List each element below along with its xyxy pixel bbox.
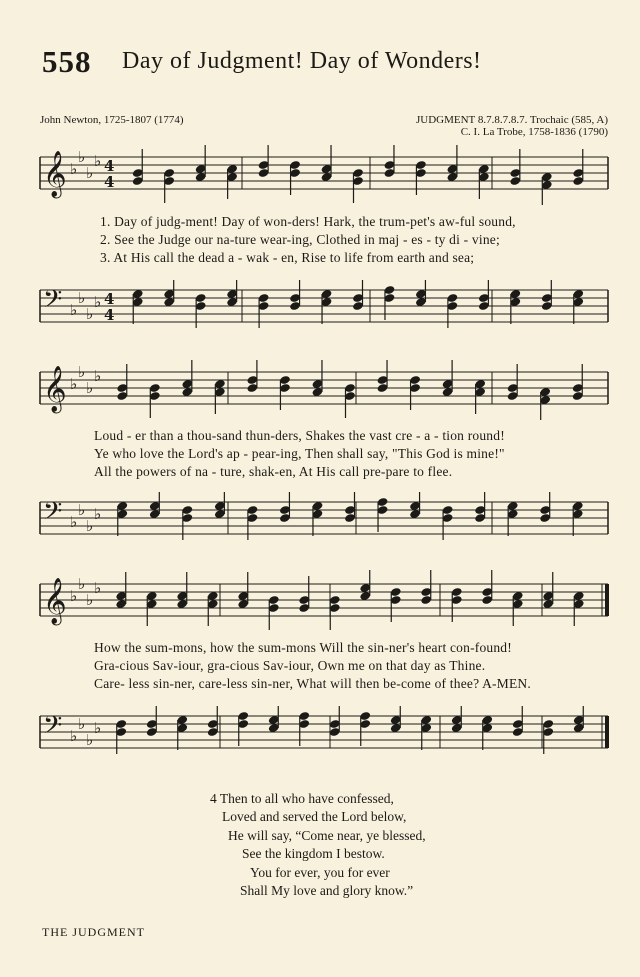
flat-icon: ♭	[78, 575, 86, 593]
flat-icon: ♭	[86, 379, 94, 397]
lyric-line: Care- less sin-ner, care-less sin-ner, What will then be-come of thee? A-MEN.	[94, 676, 531, 691]
flat-icon: ♭	[86, 164, 94, 182]
verse-4	[210, 790, 426, 900]
flat-icon: ♭	[94, 152, 102, 170]
verse-line: See the kingdom I bestow.	[242, 846, 385, 862]
hymn-title: Day of Judgment! Day of Wonders!	[122, 48, 482, 74]
lyric-line: 1. Day of judg-ment! Day of won-ders! Hark, the trum-pet's aw-ful sound,	[100, 214, 516, 229]
lyric-line: Gra-cious Sav-iour, gra-cious Sav-iour, Own me on that day as Thine.	[94, 658, 486, 673]
bass-staff-1	[0, 280, 640, 340]
flat-icon: ♭	[86, 305, 94, 323]
lyric-line: 2. See the Judge our na-ture wear-ing, Clothed in maj - es - ty di - vine;	[100, 232, 500, 247]
lyric-line: How the sum-mons, how the sum-mons Will the sin-ner's heart con-found!	[94, 640, 512, 655]
flat-icon: ♭	[94, 367, 102, 385]
flat-icon: ♭	[70, 375, 78, 393]
flat-icon: ♭	[86, 591, 94, 609]
treble-clef-icon: 𝄞	[43, 366, 67, 412]
time-signature: 4	[104, 306, 115, 324]
flat-icon: ♭	[70, 727, 78, 745]
bass-clef-icon: 𝄢	[43, 711, 63, 746]
verse-line: 4 Then to all who have confessed,	[210, 791, 394, 806]
treble-staff-3	[0, 570, 640, 640]
flat-icon: ♭	[70, 160, 78, 178]
bass-staff-2	[0, 492, 640, 552]
treble-clef-icon: 𝄞	[43, 578, 67, 624]
verse-line: You for ever, you for ever	[250, 864, 390, 880]
treble-clef-icon: 𝄞	[43, 151, 67, 197]
flat-icon: ♭	[70, 587, 78, 605]
time-signature: 4	[104, 157, 115, 175]
flat-icon: ♭	[78, 715, 86, 733]
section-footer: THE JUDGMENT	[42, 925, 145, 939]
flat-icon: ♭	[78, 148, 86, 166]
flat-icon: ♭	[94, 505, 102, 523]
bass-staff-3	[0, 706, 640, 766]
verse-line: Shall My love and glory know.”	[240, 883, 414, 899]
author-credit: John Newton, 1725-1807 (1774)	[40, 114, 184, 126]
tune-meter: JUDGMENT 8.7.8.7.8.7. Trochaic (585, A)	[416, 114, 608, 126]
flat-icon: ♭	[70, 513, 78, 531]
treble-staff-1	[0, 145, 640, 205]
lyric-line: 3. At His call the dead a - wak - en, Rise to life from earth and sea;	[100, 250, 475, 265]
flat-icon: ♭	[86, 517, 94, 535]
flat-icon: ♭	[86, 731, 94, 749]
verse-line: Loved and served the Lord below,	[222, 809, 407, 825]
flat-icon: ♭	[78, 289, 86, 307]
flat-icon: ♭	[94, 719, 102, 737]
hymn-number: 558	[42, 44, 92, 79]
flat-icon: ♭	[78, 363, 86, 381]
flat-icon: ♭	[78, 501, 86, 519]
flat-icon: ♭	[94, 293, 102, 311]
composer-credit: C. I. La Trobe, 1758-1836 (1790)	[460, 126, 608, 138]
time-signature: 4	[104, 290, 115, 308]
treble-staff-2	[0, 360, 640, 420]
flat-icon: ♭	[70, 301, 78, 319]
bass-clef-icon: 𝄢	[43, 285, 63, 320]
lyric-line: Ye who love the Lord's ap - pear-ing, Then shall say, "This God is mine!"	[94, 446, 505, 461]
verse-line: He will say, “Come near, ye blessed,	[228, 827, 426, 843]
bass-clef-icon: 𝄢	[43, 497, 63, 532]
time-signature: 4	[104, 173, 115, 191]
flat-icon: ♭	[94, 579, 102, 597]
lyric-line: All the powers of na - ture, shak-en, At His call pre-pare to flee.	[94, 464, 453, 479]
lyric-line: Loud - er than a thou-sand thun-ders, Shakes the vast cre - a - tion round!	[94, 428, 505, 443]
